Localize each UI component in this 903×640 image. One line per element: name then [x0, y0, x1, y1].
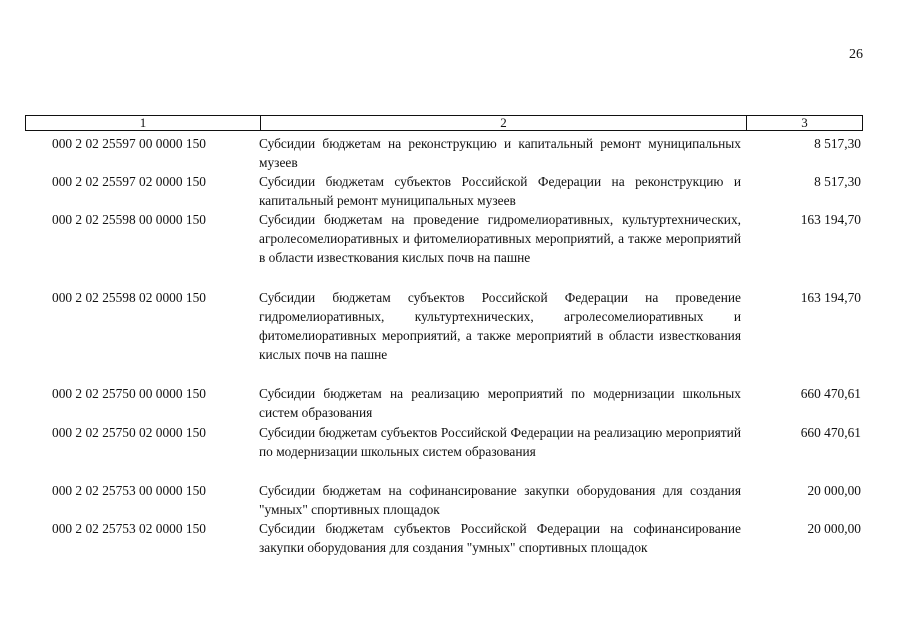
row-description: Субсидии бюджетам на реализацию мероприятий по модернизации школьных систем образования [259, 386, 741, 420]
header-col-2: 2 [261, 116, 747, 130]
budget-code: 000 2 02 25753 02 0000 150 [52, 521, 206, 536]
budget-code: 000 2 02 25598 00 0000 150 [52, 212, 206, 227]
page-number: 26 [849, 47, 863, 62]
row-amount: 660 470,61 [800, 425, 861, 440]
row-amount: 163 194,70 [800, 212, 861, 227]
row-description: Субсидии бюджетам субъектов Российской Федерации на реконструкцию и капитальный ремонт муниципальных музеев [259, 174, 741, 208]
budget-code: 000 2 02 25753 00 0000 150 [52, 483, 206, 498]
header-col-1: 1 [26, 116, 261, 130]
budget-code: 000 2 02 25598 02 0000 150 [52, 290, 206, 305]
budget-code: 000 2 02 25750 00 0000 150 [52, 386, 206, 401]
row-description: Субсидии бюджетам субъектов Российской Федерации на проведение гидромелиоративных, культуртехнических, агролесомелиоративных и фитомелиоративных мероприятий, а также мероприятий в области известкования кислых почв на пашне [259, 290, 741, 362]
row-amount: 660 470,61 [800, 386, 861, 401]
row-description: Субсидии бюджетам на реконструкцию и капитальный ремонт муниципальных музеев [259, 136, 741, 170]
row-description: Субсидии бюджетам субъектов Российской Федерации на реализацию мероприятий по модернизации школьных систем образования [259, 425, 741, 459]
row-description: Субсидии бюджетам на проведение гидромелиоративных, культуртехнических, агролесомелиоративных и фитомелиоративных мероприятий, а также мероприятий в области известкования кислых почв на пашне [259, 212, 741, 265]
row-amount: 8 517,30 [814, 174, 861, 189]
table-header [25, 115, 863, 131]
budget-code: 000 2 02 25597 02 0000 150 [52, 174, 206, 189]
row-description: Субсидии бюджетам на софинансирование закупки оборудования для создания "умных" спортивных площадок [259, 483, 741, 517]
budget-code: 000 2 02 25597 00 0000 150 [52, 136, 206, 151]
header-col-3: 3 [801, 115, 808, 130]
budget-code: 000 2 02 25750 02 0000 150 [52, 425, 206, 440]
row-description: Субсидии бюджетам субъектов Российской Федерации на софинансирование закупки оборудования для создания "умных" спортивных площадок [259, 521, 741, 555]
row-amount: 20 000,00 [807, 483, 861, 498]
row-amount: 20 000,00 [807, 521, 861, 536]
row-amount: 8 517,30 [814, 136, 861, 151]
row-amount: 163 194,70 [800, 290, 861, 305]
